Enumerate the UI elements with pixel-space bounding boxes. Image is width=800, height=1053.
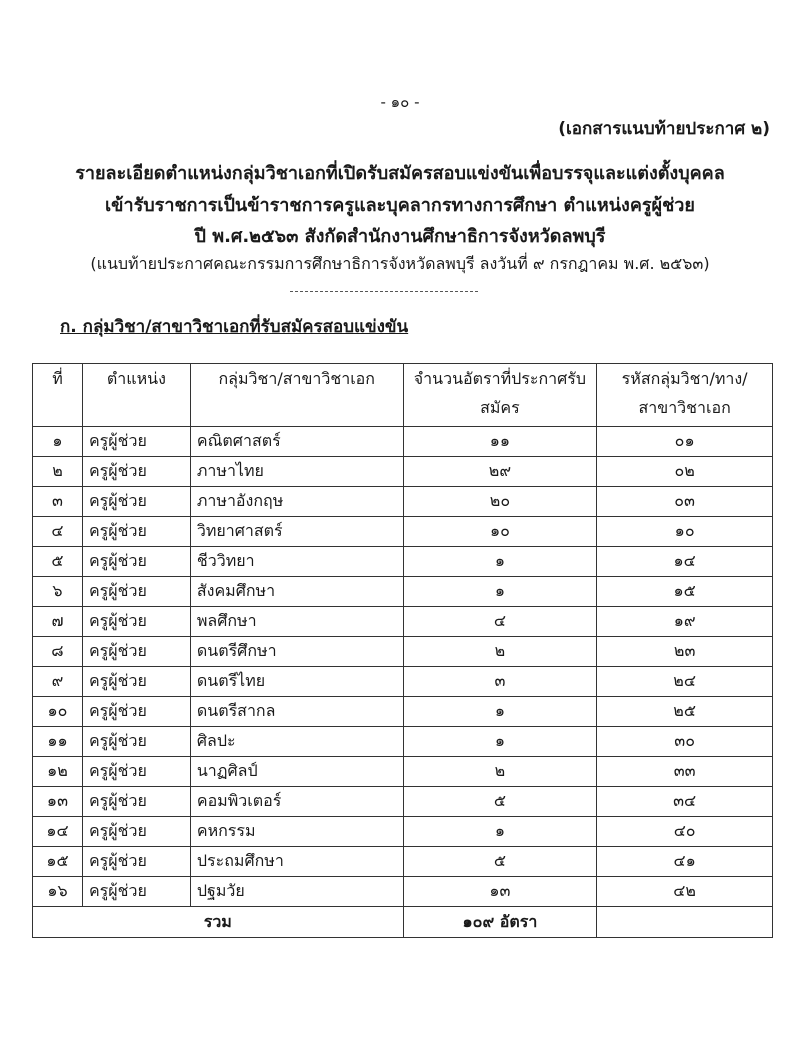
attachment-label: (เอกสารแนบท้ายประกาศ ๒)	[558, 119, 770, 139]
table-row	[33, 457, 773, 487]
cell-count: ๑	[403, 577, 597, 607]
cell-code: ๑๔	[597, 547, 773, 577]
cell-position: ครูผู้ช่วย	[82, 787, 190, 817]
cell-subject: พลศึกษา	[190, 607, 403, 637]
table-row	[33, 577, 773, 607]
cell-code: ๐๓	[597, 487, 773, 517]
cell-subject: คหกรรม	[190, 817, 403, 847]
cell-position: ครูผู้ช่วย	[82, 637, 190, 667]
cell-subject: ศิลปะ	[190, 727, 403, 757]
cell-position: ครูผู้ช่วย	[82, 457, 190, 487]
cell-count: ๑	[403, 697, 597, 727]
cell-subject: คณิตศาสตร์	[190, 427, 403, 457]
header-count: จำนวนอัตราที่ประกาศรับสมัคร	[403, 364, 597, 427]
cell-no: ๗	[33, 607, 83, 637]
cell-count: ๔	[403, 607, 597, 637]
table-row	[33, 607, 773, 637]
cell-no: ๕	[33, 547, 83, 577]
cell-position: ครูผู้ช่วย	[82, 877, 190, 907]
cell-code: ๒๔	[597, 667, 773, 697]
cell-no: ๑๖	[33, 877, 83, 907]
table-row	[33, 547, 773, 577]
cell-subject: สังคมศึกษา	[190, 577, 403, 607]
cell-count: ๑๑	[403, 427, 597, 457]
cell-position: ครูผู้ช่วย	[82, 427, 190, 457]
table-row	[33, 817, 773, 847]
table-row	[33, 517, 773, 547]
cell-subject: ดนตรีสากล	[190, 697, 403, 727]
cell-code: ๑๕	[597, 577, 773, 607]
cell-subject: ประถมศึกษา	[190, 847, 403, 877]
cell-count: ๑	[403, 547, 597, 577]
cell-subject: ชีววิทยา	[190, 547, 403, 577]
cell-code: ๓๓	[597, 757, 773, 787]
total-label: รวม	[33, 907, 404, 938]
cell-code: ๓๐	[597, 727, 773, 757]
cell-no: ๑	[33, 427, 83, 457]
table-row	[33, 787, 773, 817]
cell-no: ๘	[33, 637, 83, 667]
table-row	[33, 487, 773, 517]
cell-subject: ปฐมวัย	[190, 877, 403, 907]
cell-position: ครูผู้ช่วย	[82, 667, 190, 697]
cell-code: ๓๔	[597, 787, 773, 817]
cell-code: ๔๐	[597, 817, 773, 847]
table-row	[33, 667, 773, 697]
header-position: ตำแหน่ง	[82, 364, 190, 427]
total-row	[33, 907, 773, 938]
table-row	[33, 427, 773, 457]
cell-no: ๒	[33, 457, 83, 487]
cell-count: ๕	[403, 787, 597, 817]
cell-count: ๒๐	[403, 487, 597, 517]
cell-count: ๒	[403, 757, 597, 787]
table-row	[33, 727, 773, 757]
cell-position: ครูผู้ช่วย	[82, 757, 190, 787]
cell-no: ๑๕	[33, 847, 83, 877]
cell-position: ครูผู้ช่วย	[82, 817, 190, 847]
cell-position: ครูผู้ช่วย	[82, 487, 190, 517]
cell-code: ๐๒	[597, 457, 773, 487]
cell-no: ๔	[33, 517, 83, 547]
cell-no: ๖	[33, 577, 83, 607]
cell-count: ๑๐	[403, 517, 597, 547]
title-line-3: ปี พ.ศ.๒๕๖๓ สังกัดสำนักงานศึกษาธิการจังหวัดลพบุรี	[194, 226, 606, 247]
cell-count: ๓	[403, 667, 597, 697]
cell-subject: ดนตรีศึกษา	[190, 637, 403, 667]
cell-subject: ดนตรีไทย	[190, 667, 403, 697]
cell-count: ๑๓	[403, 877, 597, 907]
cell-subject: วิทยาศาสตร์	[190, 517, 403, 547]
positions-table	[32, 363, 773, 938]
total-value: ๑๐๙ อัตรา	[403, 907, 597, 938]
table-header-row	[33, 364, 773, 427]
table-row	[33, 697, 773, 727]
cell-code: ๑๙	[597, 607, 773, 637]
cell-no: ๑๒	[33, 757, 83, 787]
cell-position: ครูผู้ช่วย	[82, 847, 190, 877]
cell-code: ๐๑	[597, 427, 773, 457]
cell-no: ๑๑	[33, 727, 83, 757]
cell-no: ๑๔	[33, 817, 83, 847]
table-row	[33, 637, 773, 667]
cell-count: ๒๙	[403, 457, 597, 487]
title-line-1: รายละเอียดตำแหน่งกลุ่มวิชาเอกที่เปิดรับสมัครสอบแข่งขันเพื่อบรรจุและแต่งตั้งบุคคล	[75, 163, 725, 184]
table-row	[33, 757, 773, 787]
cell-code: ๒๕	[597, 697, 773, 727]
cell-position: ครูผู้ช่วย	[82, 697, 190, 727]
divider	[290, 291, 478, 292]
cell-position: ครูผู้ช่วย	[82, 607, 190, 637]
cell-no: ๓	[33, 487, 83, 517]
section-heading: ก. กลุ่มวิชา/สาขาวิชาเอกที่รับสมัครสอบแข่งขัน	[60, 317, 409, 337]
subtitle: (แนบท้ายประกาศคณะกรรมการศึกษาธิการจังหวัดลพบุรี ลงวันที่ ๙ กรกฎาคม พ.ศ. ๒๕๖๓)	[90, 254, 710, 273]
cell-position: ครูผู้ช่วย	[82, 547, 190, 577]
cell-subject: ภาษาไทย	[190, 457, 403, 487]
cell-subject: นาฏศิลป์	[190, 757, 403, 787]
total-empty-cell	[597, 907, 773, 938]
cell-code: ๔๑	[597, 847, 773, 877]
cell-subject: คอมพิวเตอร์	[190, 787, 403, 817]
cell-code: ๒๓	[597, 637, 773, 667]
cell-code: ๑๐	[597, 517, 773, 547]
cell-code: ๔๒	[597, 877, 773, 907]
cell-position: ครูผู้ช่วย	[82, 517, 190, 547]
cell-no: ๑๐	[33, 697, 83, 727]
page-number: - ๑๐ -	[380, 93, 420, 111]
header-subject: กลุ่มวิชา/สาขาวิชาเอก	[190, 364, 403, 427]
cell-count: ๑	[403, 727, 597, 757]
cell-no: ๙	[33, 667, 83, 697]
cell-count: ๒	[403, 637, 597, 667]
cell-subject: ภาษาอังกฤษ	[190, 487, 403, 517]
title-line-2: เข้ารับราชการเป็นข้าราชการครูและบุคลากรทางการศึกษา ตำแหน่งครูผู้ช่วย	[105, 195, 695, 216]
cell-position: ครูผู้ช่วย	[82, 577, 190, 607]
header-no: ที่	[33, 364, 83, 427]
cell-count: ๕	[403, 847, 597, 877]
cell-no: ๑๓	[33, 787, 83, 817]
cell-position: ครูผู้ช่วย	[82, 727, 190, 757]
table-row	[33, 877, 773, 907]
header-code: รหัสกลุ่มวิชา/ทาง/สาขาวิชาเอก	[597, 364, 773, 427]
table-row	[33, 847, 773, 877]
cell-count: ๑	[403, 817, 597, 847]
